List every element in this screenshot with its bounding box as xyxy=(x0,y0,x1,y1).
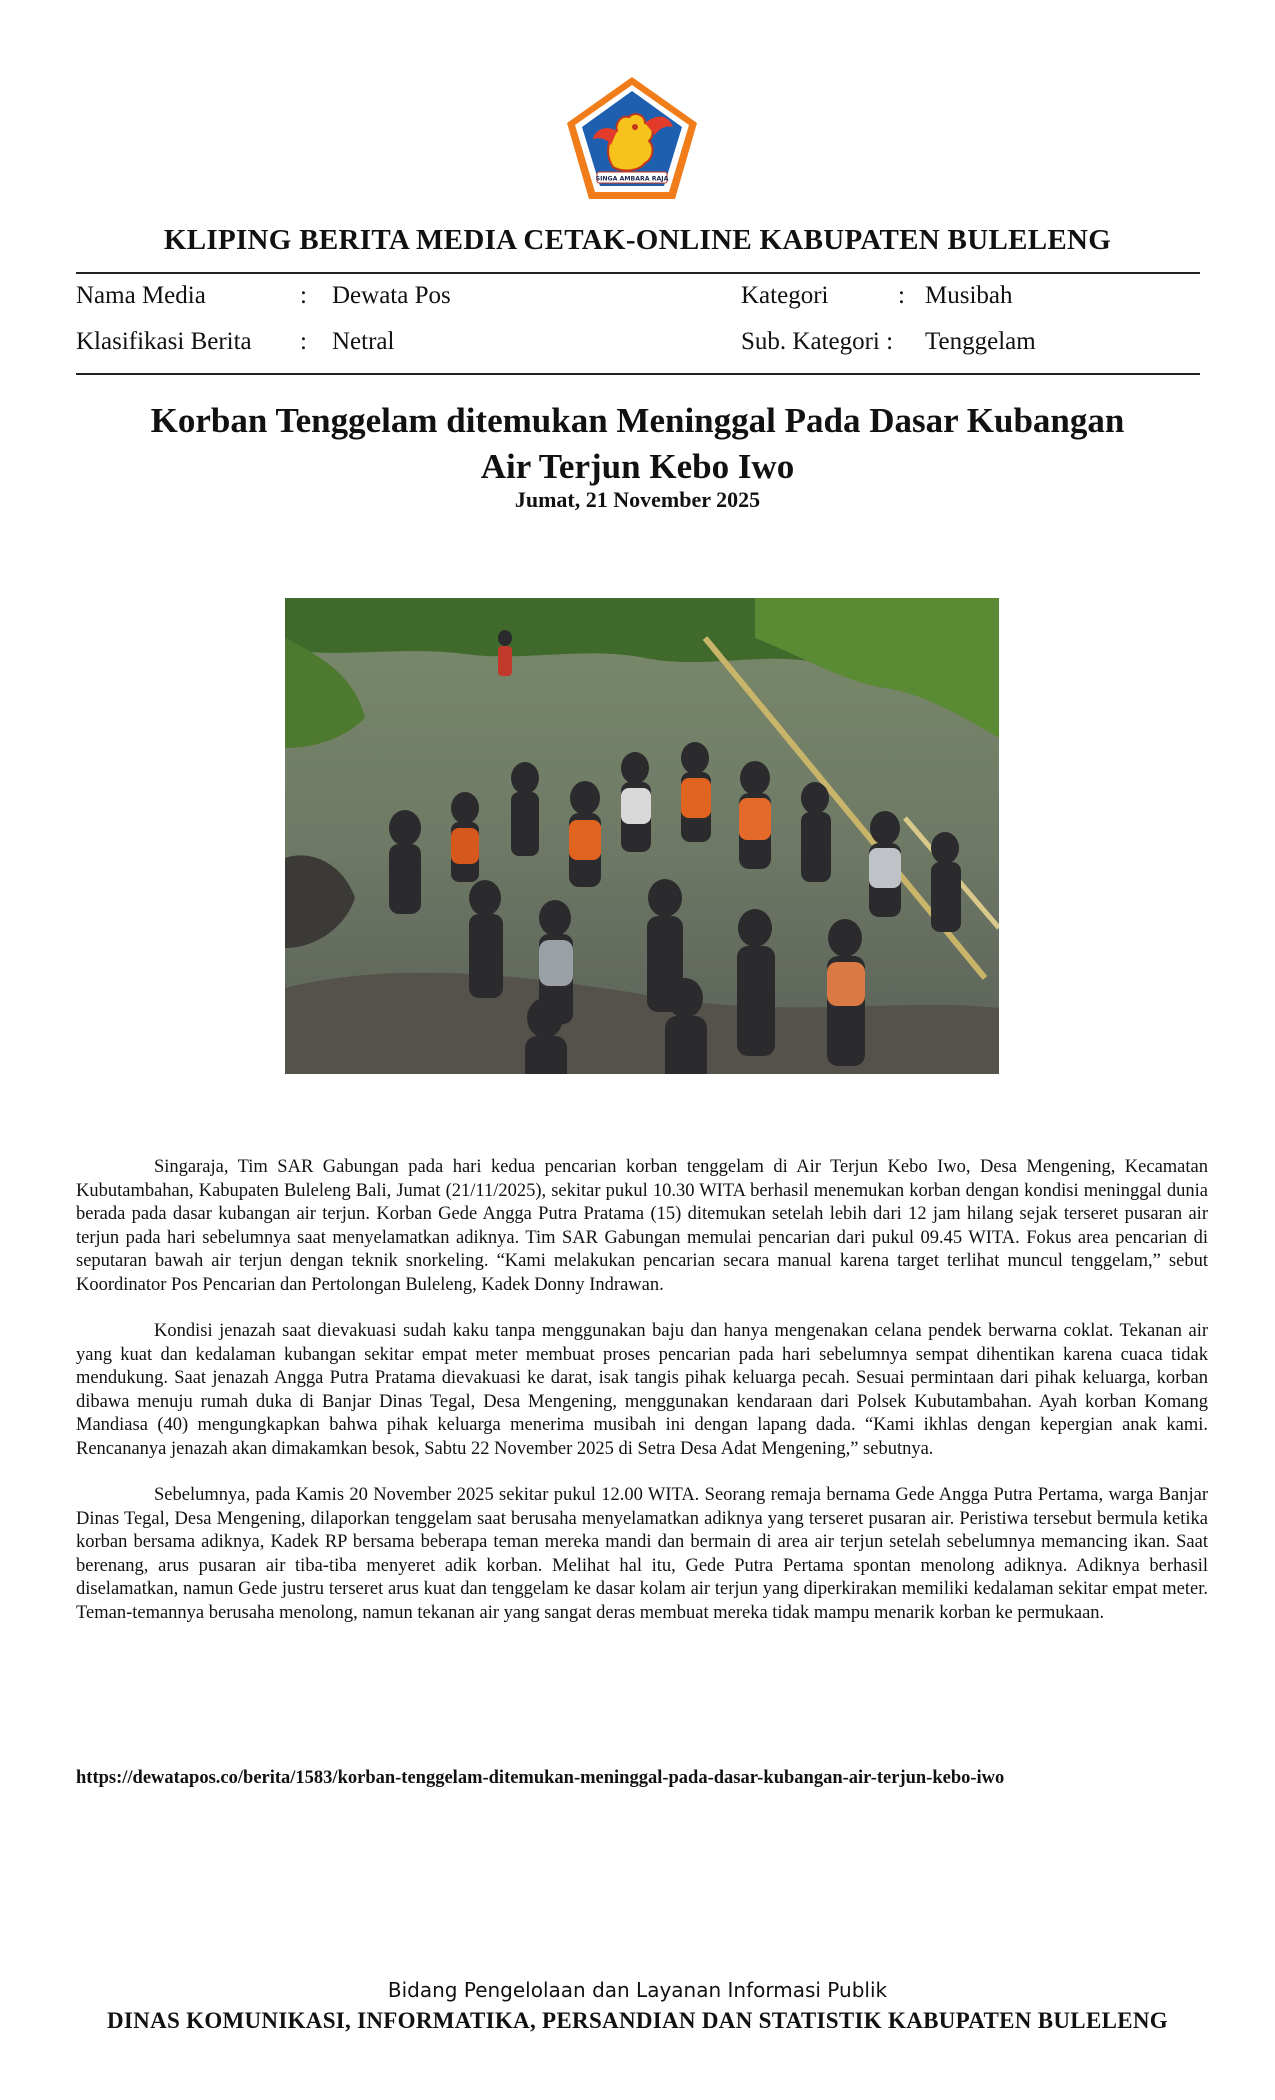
article-date: Jumat, 21 November 2025 xyxy=(514,487,761,512)
kategori-value: Musibah xyxy=(925,282,1013,309)
footer-title: DINAS KOMUNIKASI, INFORMATIKA, PERSANDIAN DAN STATISTIK KABUPATEN BULELENG xyxy=(107,2008,1168,2033)
article-title-line-2: Air Terjun Kebo Iwo xyxy=(480,447,795,486)
emblem-motto: SINGA AMBARA RAJA xyxy=(595,175,669,183)
klasifikasi-separator: : xyxy=(300,328,307,355)
source-url-link[interactable]: https://dewatapos.co/berita/1583/korban-tenggelam-ditemukan-meninggal-pada-dasar-kubangan-air-terjun-kebo-iwo xyxy=(76,1768,1005,1788)
klasifikasi-label: Klasifikasi Berita xyxy=(76,328,252,355)
kategori-separator: : xyxy=(898,282,905,309)
kategori-label: Kategori xyxy=(741,282,829,309)
sub-kategori-value: Tenggelam xyxy=(925,328,1036,355)
article-paragraph-3: Sebelumnya, pada Kamis 20 November 2025 sekitar pukul 12.00 WITA. Seorang remaja bernama Gede Angga Putra Pertama, warga Banjar Dinas Tegal, Desa Mengening, dilaporkan tenggelam saat berusaha menyelamatkan adiknya yang terseret pusaran air. Peristiwa tersebut bermula ketika korban bersama adiknya, Kadek RP bersama beberapa teman mereka mandi dan bermain di area air terjun setelah sebelumnya memancing ikan. Saat berenang, arus pusaran air tiba-tiba menyeret adik korban. Melihat hal itu, Gede Putra Pertama spontan menolong adiknya. Adiknya berhasil diselamatkan, namun Gede justru terseret arus kuat dan tenggelam ke dasar kolam air terjun yang diperkirakan memiliki kedalaman sekitar empat meter. Teman-temannya berusaha menolong, namun tekanan air yang sangat deras membuat mereka tidak mampu menarik korban ke permukaan. xyxy=(76,1485,1208,1623)
buleleng-regency-emblem-icon xyxy=(565,75,699,201)
nama-media-separator: : xyxy=(300,282,307,309)
header-rule-bottom xyxy=(76,373,1200,375)
article-title xyxy=(100,398,1175,490)
article-paragraph-2: Kondisi jenazah saat dievakuasi sudah kaku tanpa menggunakan baju dan hanya mengenakan celana pendek berwarna coklat. Tekanan air yang kuat dan kedalaman kubangan sekitar empat meter membuat proses pencarian pada hari sebelumnya sempat dihentikan karena cuaca tidak mendukung. Saat jenazah Angga Putra Pratama dievakuasi ke darat, isak tangis pihak keluarga pecah. Sesuai permintaan dari pihak keluarga, korban dibawa menuju rumah duka di Banjar Dinas Tegal, Desa Mengening, menggunakan kendaraan dari Polsek Kubutambahan. Ayah korban Komang Mandiasa (40) mengungkapkan bahwa pihak keluarga menerima musibah ini dengan lapang dada. “Kami ikhlas dengan kepergian anak kami. Rencananya jenazah akan dimakamkan besok, Sabtu 22 November 2025 di Setra Desa Adat Mengening,” sebutnya. xyxy=(76,1321,1208,1459)
article-paragraph-1: Singaraja, Tim SAR Gabungan pada hari kedua pencarian korban tenggelam di Air Terjun Kebo Iwo, Desa Mengening, Kecamatan Kubutambahan, Kabupaten Buleleng Bali, Jumat (21/11/2025), sekitar pukul 10.30 WITA berhasil menemukan korban dengan kondisi meninggal dunia berada pada dasar kubangan air terjun. Korban Gede Angga Putra Pratama (15) ditemukan setelah lebih dari 12 jam hilang sejak terseret pusaran air terjun pada hari sebelumnya saat menyelamatkan adiknya. Tim SAR Gabungan memulai pencarian dari pukul 09.45 WITA. Fokus area pencarian di seputaran bawah air terjun dengan teknik snorkeling. “Kami melakukan pencarian secara manual karena target terlihat muncul tenggelam,” sebut Koordinator Pos Pencarian dan Pertolongan Buleleng, Kadek Donny Indrawan. xyxy=(76,1157,1208,1295)
nama-media-label: Nama Media xyxy=(76,282,206,309)
footer-subtitle: Bidang Pengelolaan dan Layanan Informasi Publik xyxy=(387,1978,888,2002)
sub-kategori-label: Sub. Kategori : xyxy=(741,328,894,355)
article-title-line-1: Korban Tenggelam ditemukan Meninggal Pada Dasar Kubangan xyxy=(150,401,1125,440)
klasifikasi-value: Netral xyxy=(332,328,395,355)
nama-media-value: Dewata Pos xyxy=(332,282,451,309)
header-rule-top xyxy=(76,272,1200,274)
document-title: KLIPING BERITA MEDIA CETAK-ONLINE KABUPATEN BULELENG xyxy=(163,224,1112,256)
article-body xyxy=(76,1156,1208,1648)
rescue-team-river-photo xyxy=(285,598,999,1074)
